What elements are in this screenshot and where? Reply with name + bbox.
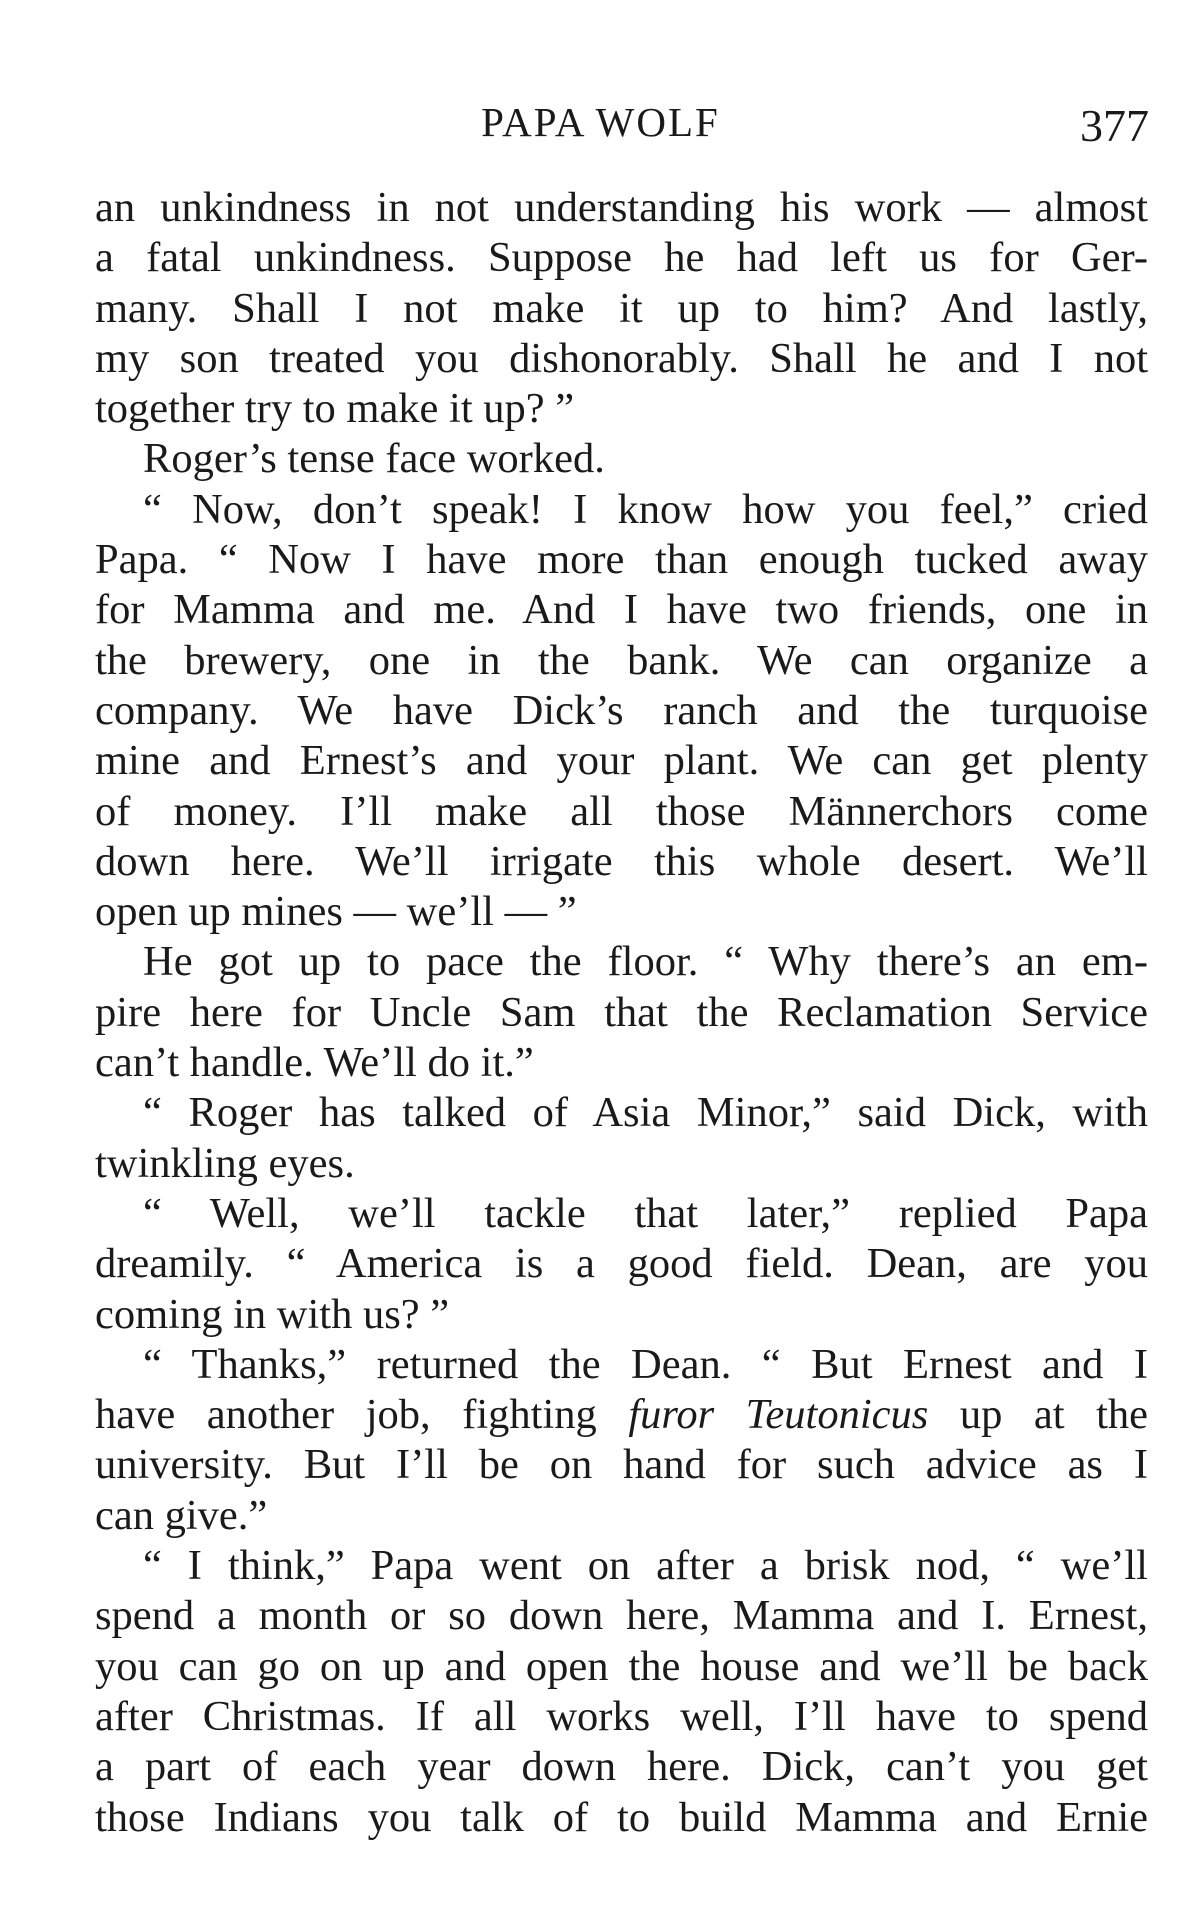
body-text [95, 183, 1148, 1843]
text-line: for Mamma and me. And I have two friends, one in [95, 586, 1148, 634]
page-header [0, 92, 1201, 152]
text-line: “ Thanks,” returned the Dean. “ But Ernest and I [143, 1340, 1148, 1388]
text-line: He got up to pace the floor. “ Why there’s an em- [143, 938, 1148, 986]
text-line: “ Roger has talked of Asia Minor,” said Dick, with [143, 1089, 1148, 1137]
text-line: of money. I’ll make all those Männerchors come [95, 787, 1148, 835]
text-line: spend a month or so down here, Mamma and I. Ernest, [95, 1592, 1148, 1640]
page-number: 377 [1080, 100, 1149, 151]
text-line: “ Now, don’t speak! I know how you feel,” cried [143, 485, 1148, 533]
text-line: the brewery, one in the bank. We can organize a [95, 636, 1148, 684]
text-line: after Christmas. If all works well, I’ll have to spend [95, 1692, 1148, 1740]
text-line: open up mines — we’ll — ” [95, 888, 577, 936]
text-line: a fatal unkindness. Suppose he had left us for Ger- [95, 234, 1148, 282]
running-title: PAPA WOLF [481, 99, 720, 145]
text-line: pire here for Uncle Sam that the Reclamation Service [95, 988, 1148, 1036]
text-line: can give.” [95, 1491, 268, 1539]
text-line: “ I think,” Papa went on after a brisk nod, “ we’ll [143, 1542, 1148, 1590]
text-line: university. But I’ll be on hand for such advice as I [95, 1441, 1148, 1489]
text-line: have another job, fighting furor Teutonicus up at the [95, 1391, 1148, 1439]
text-line: can’t handle. We’ll do it.” [95, 1039, 534, 1087]
text-line: many. Shall I not make it up to him? And lastly, [95, 284, 1148, 332]
text-line: twinkling eyes. [95, 1139, 355, 1187]
text-line: Papa. “ Now I have more than enough tucked away [95, 536, 1148, 584]
text-line: a part of each year down here. Dick, can’t you get [95, 1743, 1148, 1791]
text-line: “ Well, we’ll tackle that later,” replied Papa [143, 1189, 1148, 1237]
text-line: coming in with us? ” [95, 1290, 450, 1338]
text-line: together try to make it up? ” [95, 385, 575, 433]
text-line: those Indians you talk of to build Mamma and Ernie [95, 1793, 1148, 1841]
text-line: mine and Ernest’s and your plant. We can get plenty [95, 737, 1148, 785]
text-line: dreamily. “ America is a good field. Dean, are you [95, 1240, 1148, 1288]
text-line: you can go on up and open the house and we’ll be back [95, 1642, 1148, 1690]
text-line: company. We have Dick’s ranch and the turquoise [95, 686, 1148, 734]
text-line: Roger’s tense face worked. [143, 435, 605, 483]
text-line: my son treated you dishonorably. Shall he and I not [95, 334, 1148, 382]
text-line: down here. We’ll irrigate this whole desert. We’ll [95, 837, 1148, 885]
text-line: an unkindness in not understanding his work — almost [95, 184, 1148, 231]
